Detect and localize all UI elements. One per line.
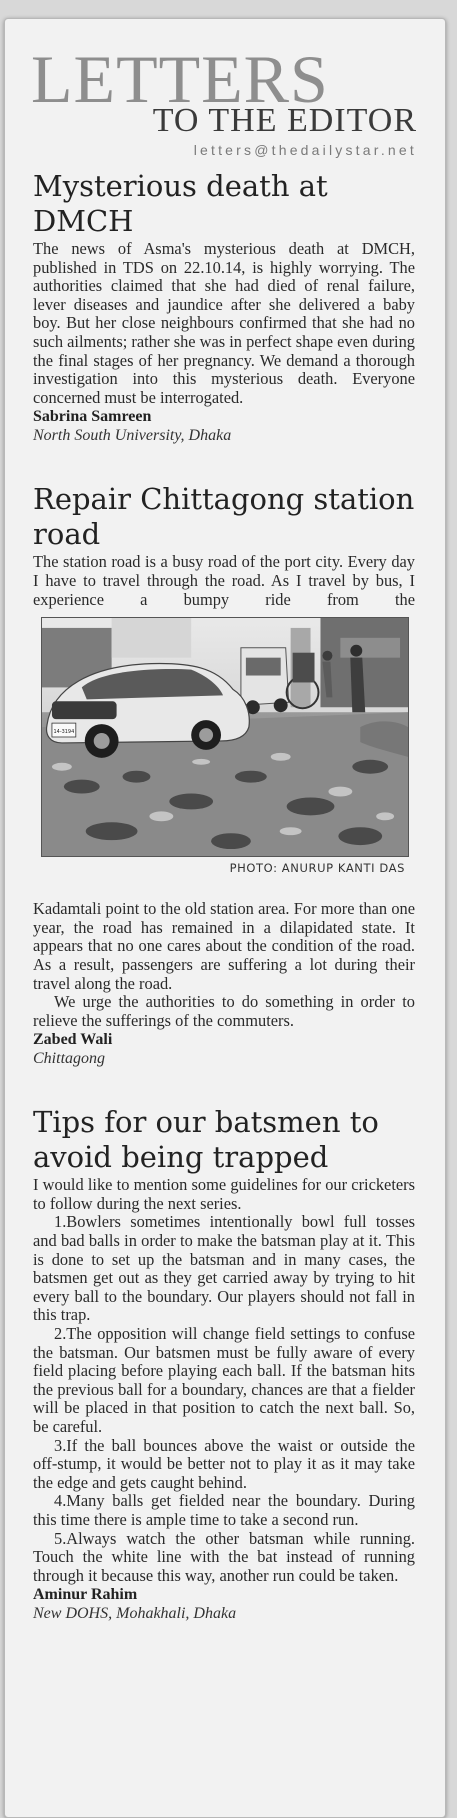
- road-photo: [41, 617, 409, 857]
- letter-body-paragraph: We urge the authorities to do something in order to relieve the sufferings of the commuters.: [33, 992, 415, 1030]
- letter-headline: Repair Chittagong station road: [33, 482, 415, 552]
- masthead-title-to-the-editor: TO THE EDITOR: [152, 102, 417, 139]
- letter-body-paragraph: The news of Asma's mysterious death at DMCH, published in TDS on 22.10.14, is highly worrying. The authorities claimed that she had died of renal failure, lever diseases and jaundice after she delivered a baby boy. But her close neighbours confirmed that she had no such ailments; rather she was in perfect shape even during the final stages of her pregnancy. We demand a thorough investigation into this mysterious death. Everyone concerned must be interrogated.: [33, 239, 415, 407]
- license-plate: 14-3194: [53, 729, 75, 736]
- letter-body-paragraph: Kadamtali point to the old station area. For more than one year, the road has remained in a dilapidated state. It appears that no one cares about the condition of the road. As a result, passengers are suffering a lot during their travel along the road.: [33, 899, 415, 993]
- letter-location: North South University, Dhaka: [33, 427, 232, 445]
- letter-headline: Tips for our batsmen to avoid being trapped: [33, 1105, 379, 1175]
- letters-column: [5, 169, 445, 1624]
- letter-chittagong-road: [33, 482, 415, 1069]
- letter-location: Chittagong: [33, 1050, 106, 1068]
- letter-author: Zabed Wali: [33, 1031, 113, 1049]
- masthead-title-letters: LETTERS: [31, 41, 329, 117]
- photo-credit: PHOTO: ANURUP KANTI DAS: [229, 861, 405, 876]
- letter-batsmen-tips: [33, 1105, 415, 1624]
- masthead: [5, 19, 445, 169]
- masthead-email: letters@thedailystar.net: [193, 142, 417, 158]
- letter-body-paragraph: The station road is a busy road of the port city. Every day I have to travel through the road. As I travel by bus, I experience a bumpy ride from the: [33, 552, 415, 609]
- newspaper-page: [4, 18, 446, 1818]
- letter-author: Sabrina Samreen: [33, 408, 152, 426]
- letter-body-paragraph: I would like to mention some guidelines for our cricketers to follow during the next series.: [33, 1175, 415, 1213]
- letter-headline: Mysterious death at DMCH: [33, 169, 328, 238]
- letter-tip-paragraph: 4.Many balls get fielded near the boundary. During this time there is ample time to take a second run.: [33, 1491, 415, 1529]
- letter-dmch: [33, 169, 415, 446]
- letter-tip-paragraph: 1.Bowlers sometimes intentionally bowl full tosses and bad balls in order to make the batsman play at it. This is done to set up the batsman and in many cases, the batsmen get out as they get carried away by trying to hit every ball to the boundary. Our players should not fall in this trap.: [33, 1212, 415, 1325]
- letter-tip-paragraph: 2.The opposition will change field settings to confuse the batsman. Our batsmen must be fully aware of every field placing before playing each ball. If the batsman hits the previous ball for a boundary, chances are that a fielder will be placed in that position to catch the next ball. So, be careful.: [33, 1324, 415, 1436]
- letter-location: New DOHS, Mohakhali, Dhaka: [33, 1605, 237, 1623]
- letter-tip-paragraph: 3.If the ball bounces above the waist or outside the off-stump, it would be better not to play it as it may take the edge and gets caught behind.: [33, 1435, 415, 1492]
- letter-author: Aminur Rahim: [33, 1586, 138, 1604]
- news-photo: [41, 617, 409, 875]
- letter-tip-paragraph: 5.Always watch the other batsman while running. Touch the white line with the bat instead of running through it because this way, another run could be taken.: [33, 1528, 415, 1585]
